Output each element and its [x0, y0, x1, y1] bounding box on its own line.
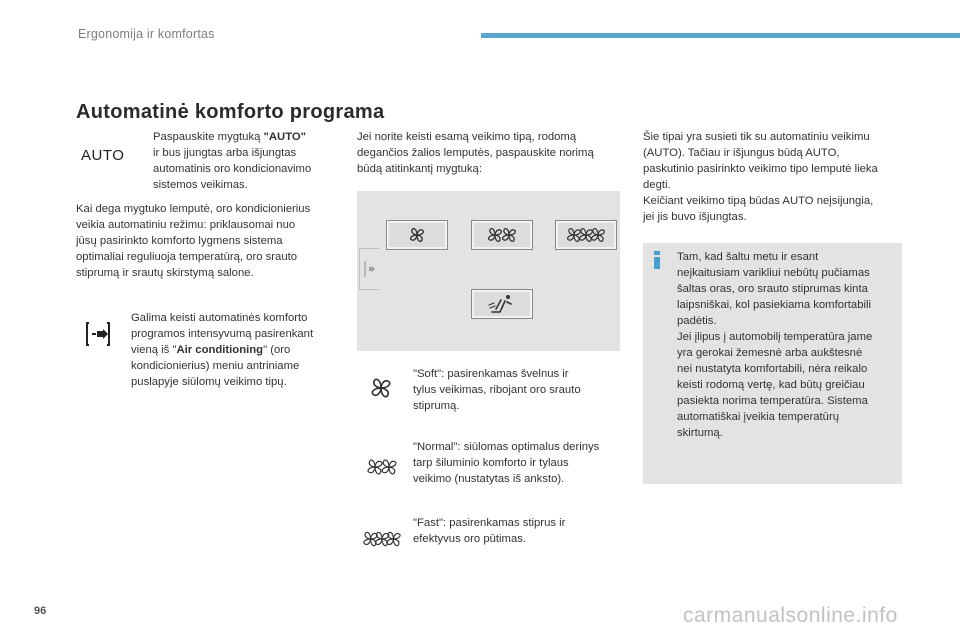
menu-screen-icon — [86, 321, 110, 352]
step-line: Paspauskite mygtuką — [153, 131, 264, 143]
section-title: Automatinė komforto programa — [76, 101, 385, 123]
note-line: puslapyje siūlomų veikimo tipų. — [131, 376, 287, 388]
info-line: Tam, kad šaltu metu ir esant — [677, 251, 819, 263]
info-line: pasiekta norima temperatūra. Sistema — [677, 395, 868, 407]
mode-line: veikimo (nustatytas iš anksto). — [413, 473, 565, 485]
fan-fast-icon — [564, 223, 608, 247]
info-line: automatiškai įveikia temperatūrų — [677, 411, 839, 423]
para-line: Šie tipai yra susieti tik su automatiniu veikimu — [643, 131, 870, 143]
seat-airflow-icon — [487, 292, 517, 316]
step-auto-bold: "AUTO" — [263, 131, 307, 143]
intro-line: degančios žalios lemputės, paspauskite norimą — [357, 147, 594, 159]
mode-icon-soft — [366, 373, 396, 408]
step-line: ir bus įjungtas arba išjungtas — [153, 147, 297, 159]
para-line: optimaliai reguliuoja temperatūrą, oro srauto — [76, 251, 298, 263]
note-line: kondicionierius) meniu antriniame — [131, 360, 300, 372]
mode-screen-illustration — [357, 191, 620, 351]
air-conditioning-bold: Air conditioning — [176, 344, 264, 356]
info-line: neįkaitusiam varikliui nebūtų pučiamas — [677, 267, 870, 279]
seat-airflow-button[interactable] — [471, 289, 533, 319]
mode-line: efektyvus oro pūtimas. — [413, 533, 527, 545]
mode-icon-normal — [365, 452, 399, 487]
fan-fast-icon — [361, 524, 403, 554]
mode-icon-fast — [361, 524, 403, 559]
normal-mode-button[interactable] — [471, 220, 533, 250]
mode-line: stiprumą. — [413, 400, 460, 412]
info-line: Jei įlipus į automobilį temperatūra jame — [677, 331, 873, 343]
info-line: padėtis. — [677, 315, 717, 327]
para-line: jei jis buvo išjungtas. — [643, 211, 747, 223]
step-line: automatinis oro kondicionavimo — [153, 163, 312, 175]
note-line: " (oro — [263, 344, 291, 356]
mode-line: "Fast": pasirenkamas stiprus ir — [413, 517, 566, 529]
auto-description — [76, 201, 346, 281]
header-accent-bar — [481, 33, 960, 38]
info-line: keisti rodomą vertę, kad būtų greičiau — [677, 379, 865, 391]
screen-side-tab — [359, 248, 379, 290]
auto-step-text — [153, 129, 333, 193]
fast-mode-button[interactable] — [555, 220, 617, 250]
para-line: degti. — [643, 179, 671, 191]
info-line: yra gerokai žemesnė arba aukštesnė — [677, 347, 863, 359]
para-line: paskutinio pasirinkto veikimo tipo lemputė lieka — [643, 163, 878, 175]
fan-soft-icon — [405, 223, 429, 247]
fan-soft-icon — [366, 373, 396, 403]
intro-line: Jei norite keisti esamą veikimo tipą, rodomą — [357, 131, 577, 143]
note-line: vieną iš " — [131, 344, 177, 356]
para-line: jūsų pasirinkto komforto lygmens sistema — [76, 235, 283, 247]
air-conditioning-note — [131, 310, 341, 390]
para-line: veikia automatiniu režimu: priklausomai nuo — [76, 219, 296, 231]
mode-line: tylus veikimas, ribojant oro srauto — [413, 384, 581, 396]
para-line: (AUTO). Tačiau ir išjungus būdą AUTO, — [643, 147, 840, 159]
info-line: laipsniškai, kol pasiekiama komfortabili — [677, 299, 872, 311]
watermark-link[interactable]: carmanualsonline.info — [683, 604, 898, 627]
note-line: programos intensyvumą pasirenkant — [131, 328, 314, 340]
fan-normal-icon — [365, 452, 399, 482]
normal-mode-description — [413, 439, 628, 487]
para-line: stiprumą ir srautų skirstymą salone. — [76, 267, 254, 279]
note-line: Galima keisti automatinės komforto — [131, 312, 308, 324]
page-number: 96 — [34, 605, 47, 617]
info-line: skirtumą. — [677, 427, 723, 439]
info-line: nei nustatyta komfortabili, nėra reikalo — [677, 363, 868, 375]
mode-line: tarp šiluminio komforto ir tylaus — [413, 457, 569, 469]
para-line: Keičiant veikimo tipą būdas AUTO neįsijungia, — [643, 195, 874, 207]
auto-button-label: AUTO — [81, 147, 125, 164]
para-line: Kai dega mygtuko lemputė, oro kondicionierius — [76, 203, 311, 215]
soft-mode-description — [413, 366, 623, 414]
step-line: sistemos veikimas. — [153, 179, 248, 191]
fast-mode-description — [413, 515, 623, 547]
mode-line: "Soft": pasirenkamas švelnus ir — [413, 368, 569, 380]
soft-mode-button[interactable] — [386, 220, 448, 250]
fan-normal-icon — [485, 223, 519, 247]
intro-line: būdą atitinkantį mygtuką: — [357, 163, 482, 175]
info-text — [677, 249, 899, 441]
info-line: šaltas oras, oro srauto stiprumas kinta — [677, 283, 868, 295]
mode-line: "Normal": siūlomas optimalus derinys — [413, 441, 600, 453]
chapter-title: Ergonomija ir komfortas — [78, 27, 215, 41]
info-icon — [653, 251, 661, 269]
mode-intro — [357, 129, 627, 177]
auto-link-description — [643, 129, 913, 225]
